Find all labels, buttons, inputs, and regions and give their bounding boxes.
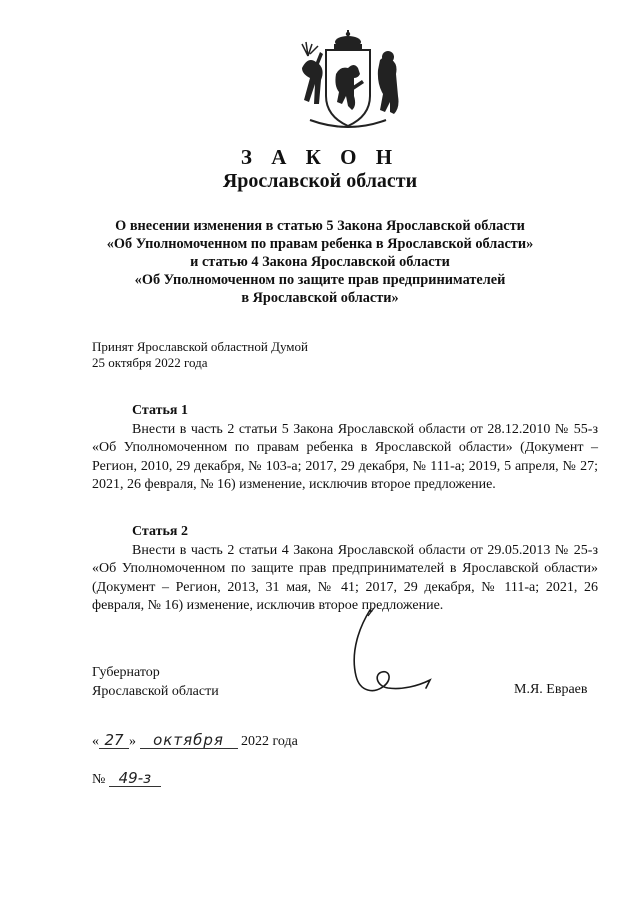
document-type-heading: З А К О Н [240,145,400,169]
article-2-text: Внести в часть 2 статьи 4 Закона Ярославской области от 29.05.2013 № 25-з «Об Уполномоченном по защите прав предпринимателей в Ярославской области» (Документ – Регион, 2013, 31 мая, № 41; 2017, 29 декабря, № 111-а; 2021, 26 февраля, № 16) изменение, исключив второе предложение. [92,543,598,614]
adoption-note [92,339,308,371]
governor-name: М.Я. Евраев [514,682,588,697]
date-quote-open: « [92,734,99,749]
subtitle-line: «Об Уполномоченном по защите прав предпринимателей [134,272,506,288]
document-region-heading: Ярославской области [222,170,418,192]
signing-date [92,732,298,750]
number-prefix: № [92,772,106,787]
number-handwritten: 49-з [109,770,161,787]
date-month-handwritten: октября [140,732,238,749]
adoption-line-1: Принят Ярославской областной Думой [92,339,308,354]
article-2-title: Статья 2 [132,524,188,539]
date-quote-close: » [129,734,136,749]
subtitle-line: и статью 4 Закона Ярославской области [190,254,450,270]
article-1-title: Статья 1 [132,403,188,418]
signature-icon [330,606,440,706]
subtitle-line: в Ярославской области» [241,290,399,306]
governor-title [92,664,219,701]
coat-of-arms-icon [288,30,408,132]
date-day-handwritten: 27 [99,732,129,749]
governor-title-line-2: Ярославской области [92,683,219,699]
subtitle-line: «Об Уполномоченном по правам ребенка в Ярославской области» [106,236,534,252]
article-1-text: Внести в часть 2 статьи 5 Закона Ярославской области от 28.12.2010 № 55-з «Об Уполномоченном по правам ребенка в Ярославской области» (Документ – Регион, 2010, 29 декабря, № 103-а; 2017, 29 декабря, № 111-а; 2019, 5 апреля, № 27; 2021, 26 февраля, № 16) изменение, исключив второе предложение. [92,422,598,493]
document-subtitle [0,217,640,307]
adoption-line-2: 25 октября 2022 года [92,355,208,370]
subtitle-line: О внесении изменения в статью 5 Закона Ярославской области [115,218,525,234]
date-year: 2022 года [241,734,298,749]
governor-title-line-1: Губернатор [92,665,160,680]
law-number [92,770,161,788]
